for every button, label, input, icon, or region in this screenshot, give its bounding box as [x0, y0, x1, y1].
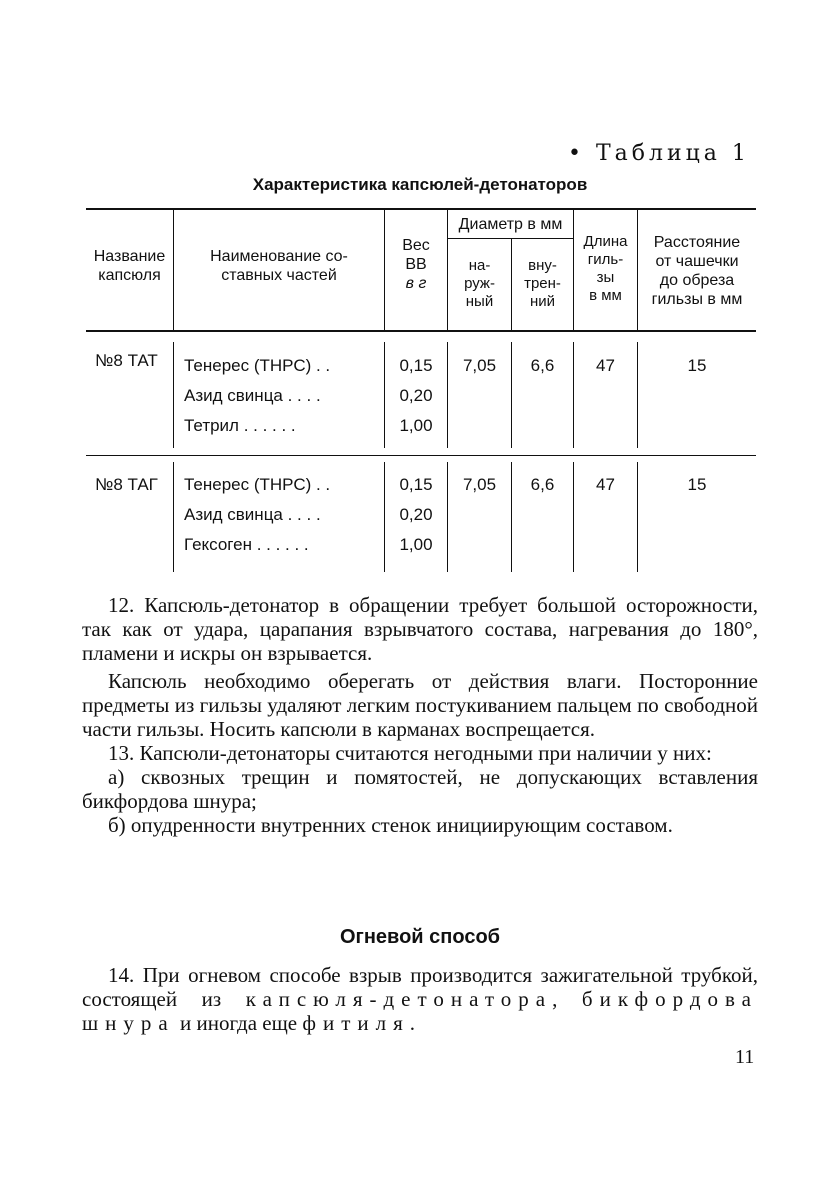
- paragraph-13b: б) опудренности внутренних стенок инициирующим составом.: [108, 813, 673, 837]
- row-parts: [184, 351, 384, 441]
- row-length: 47: [596, 356, 615, 375]
- page-number: 11: [735, 1046, 755, 1068]
- row-part: Тетрил . . . . . .: [184, 416, 296, 435]
- header-weight-line: ВВ: [405, 256, 427, 273]
- col-divider: [173, 342, 174, 448]
- header-parts-line: ставных частей: [221, 267, 337, 284]
- row-part: Азид свинца . . . .: [184, 386, 321, 405]
- paragraph-12: 12. Капсюль-детонатор в обращении требует большой осторожности, так как от удара, царапания взрывчатого состава, нагревания до 180°, пламени и искры он взрывается.: [82, 593, 758, 665]
- header-outer-line: ный: [465, 293, 494, 310]
- paragraph-14-emphasis: капсюля-детонатора: [245, 987, 553, 1011]
- table-top-border: [86, 208, 756, 210]
- table-header-border: [86, 330, 756, 332]
- row-part: Гексоген . . . . . .: [184, 535, 309, 554]
- header-distance-line: Расстояние: [653, 234, 741, 251]
- row-part: Тенерес (ТНРС) . .: [184, 356, 331, 375]
- paragraph-13a: а) сквозных трещин и помятостей, не допускающих вставления бикфордова шнура;: [82, 765, 758, 813]
- col-divider: [173, 462, 174, 572]
- header-inner-line: вну-: [528, 257, 557, 274]
- row-weights: [385, 351, 447, 441]
- header-distance-line: гильзы в мм: [651, 291, 743, 308]
- header-inner: [512, 257, 573, 311]
- row-weight: 1,00: [399, 416, 433, 435]
- header-name-line: Название: [93, 248, 166, 265]
- section-title: Огневой способ: [339, 926, 501, 948]
- row-weight: 0,15: [399, 356, 433, 375]
- header-weight-line: в г: [405, 275, 427, 292]
- paragraph-14: [82, 963, 758, 1035]
- row-distance: 15: [687, 356, 707, 375]
- row-name: №8 ТАТ: [95, 351, 158, 370]
- body-text-14: [82, 963, 758, 1035]
- paragraph-14-text: ,: [552, 987, 582, 1011]
- paragraph-12b: Капсюль необходимо оберегать от действия влаги. Посторонние предметы из гильзы удаляют легким постукиванием пальцем по свободной части гильзы. Носить капсюли в карманах воспрещается.: [82, 669, 758, 741]
- header-distance: [638, 233, 756, 309]
- header-inner-line: трен-: [524, 275, 561, 292]
- header-distance-line: от чашечки: [655, 253, 739, 270]
- header-length: [574, 233, 637, 305]
- header-distance-line: до обреза: [659, 272, 735, 289]
- row-weights: [385, 470, 447, 560]
- row-name: №8 ТАГ: [95, 475, 158, 494]
- paragraph-14-text: 14. При огневом способе взрыв производится зажигательной трубкой, состоящей из: [82, 963, 758, 1011]
- header-weight: [385, 236, 447, 293]
- header-name: [86, 247, 173, 285]
- row-length: 47: [596, 475, 615, 494]
- row-weight: 0,15: [399, 475, 433, 494]
- header-parts: [174, 247, 384, 285]
- diameter-subheader-border: [447, 238, 573, 239]
- paragraph-14-emphasis: бикфордова шнура: [82, 987, 758, 1035]
- paragraph-14-text: .: [409, 1011, 415, 1035]
- row-distance: 15: [687, 475, 707, 494]
- header-outer-line: на-: [468, 257, 491, 274]
- row-inner: 6,6: [530, 356, 555, 375]
- header-length-line: Длина: [583, 233, 628, 250]
- header-weight-line: Вес: [402, 237, 430, 254]
- header-diameter: Диаметр в мм: [458, 216, 563, 233]
- row-weight: 0,20: [399, 505, 433, 524]
- paragraph-13: 13. Капсюли-детонаторы считаются негодными при наличии у них:: [108, 741, 712, 765]
- row-inner: 6,6: [530, 475, 555, 494]
- header-name-line: капсюля: [98, 267, 161, 284]
- body-text: [82, 593, 758, 837]
- row-outer: 7,05: [462, 475, 497, 494]
- row-part: Азид свинца . . . .: [184, 505, 321, 524]
- paragraph-14-emphasis: фитиля: [302, 1011, 410, 1035]
- table-label: • Таблица 1: [568, 141, 750, 166]
- header-length-line: гиль-: [587, 251, 624, 268]
- header-length-line: в мм: [589, 287, 622, 304]
- row-separator: [86, 455, 756, 456]
- row-part: Тенерес (ТНРС) . .: [184, 475, 331, 494]
- header-inner-line: ний: [529, 293, 556, 310]
- header-parts-line: Наименование со-: [210, 248, 348, 265]
- header-length-line: зы: [596, 269, 615, 286]
- paragraph-14-text: и иногда еще: [174, 1011, 303, 1035]
- header-outer: [448, 257, 511, 311]
- table-label-text: Таблица 1: [595, 141, 750, 166]
- table-title: Характеристика капсюлей-детонаторов: [252, 175, 588, 194]
- row-weight: 0,20: [399, 386, 433, 405]
- row-parts: [184, 470, 384, 560]
- row-outer: 7,05: [462, 356, 497, 375]
- row-weight: 1,00: [399, 535, 433, 554]
- header-outer-line: руж-: [464, 275, 495, 292]
